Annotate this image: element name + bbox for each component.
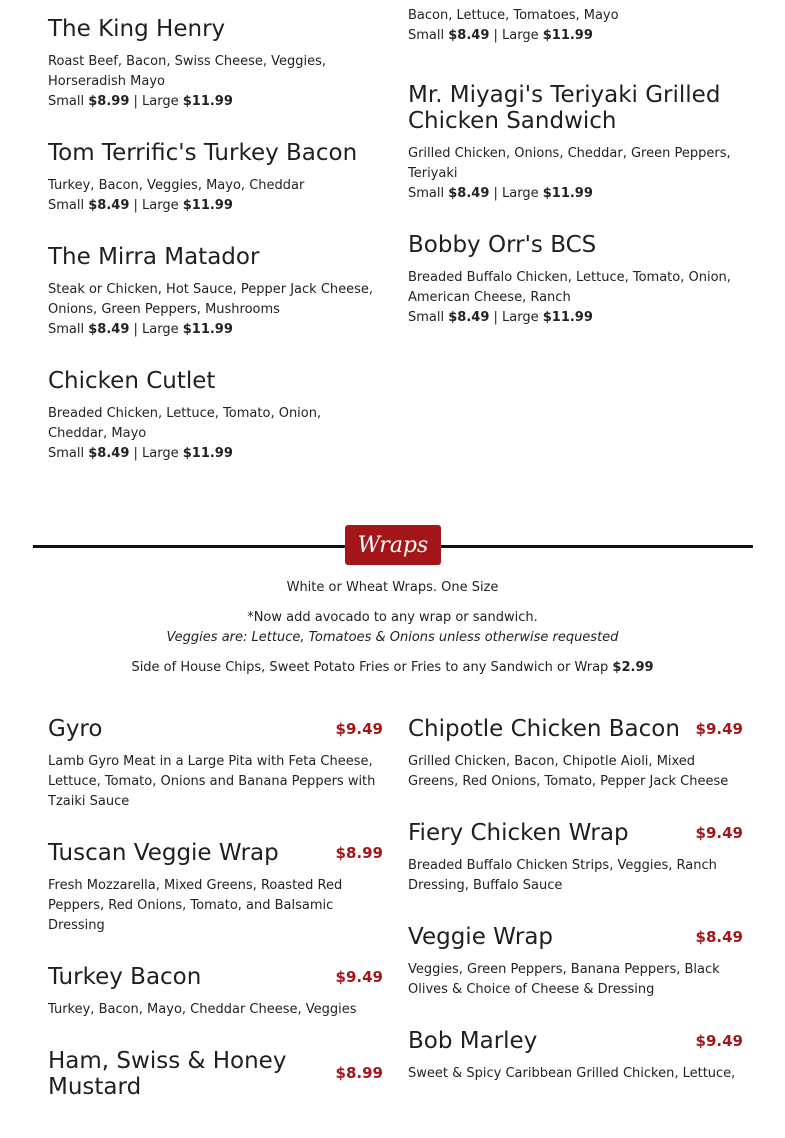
menu-item <box>48 368 383 464</box>
item-description: Breaded Buffalo Chicken, Lettuce, Tomato, Onion, American Cheese, Ranch <box>408 270 731 305</box>
item-name: Tuscan Veggie Wrap <box>48 840 279 866</box>
item-prices: Small $8.49 | Large $11.99 <box>48 322 233 337</box>
wraps-note-veggies: Veggies are: Lettuce, Tomatoes & Onions unless otherwise requested <box>166 630 619 645</box>
item-name: Fiery Chicken Wrap <box>408 820 629 846</box>
item-description: Lamb Gyro Meat in a Large Pita with Feta Cheese, Lettuce, Tomato, Onions and Banana Peppers with Tzaiki Sauce <box>48 754 376 809</box>
wrap-item <box>408 820 743 896</box>
item-prices: Small $8.49 | Large $11.99 <box>408 186 593 201</box>
wrap-item <box>48 716 383 812</box>
item-prices: Small $8.49 | Large $11.99 <box>48 198 233 213</box>
item-name: Bobby Orr's BCS <box>408 232 597 258</box>
wrap-item <box>48 840 383 936</box>
item-name: Bob Marley <box>408 1028 538 1054</box>
item-price: $9.49 <box>335 720 383 738</box>
wrap-item <box>408 924 743 1000</box>
item-description: Breaded Buffalo Chicken Strips, Veggies, Ranch Dressing, Buffalo Sauce <box>408 858 717 893</box>
item-price: $9.49 <box>695 1032 743 1050</box>
item-name: Veggie Wrap <box>408 924 554 950</box>
item-name: Ham, Swiss & Honey Mustard <box>48 1048 287 1100</box>
item-price: $9.49 <box>695 824 743 842</box>
item-name: Turkey Bacon <box>48 964 202 990</box>
item-description: Fresh Mozzarella, Mixed Greens, Roasted Red Peppers, Red Onions, Tomato, and Balsamic Dressing <box>48 878 343 933</box>
item-description: Turkey, Bacon, Mayo, Cheddar Cheese, Veggies <box>48 1002 357 1017</box>
item-description: Grilled Chicken, Onions, Cheddar, Green Peppers, Teriyaki <box>408 146 731 181</box>
wrap-item <box>408 1028 743 1084</box>
item-name: Gyro <box>48 716 103 742</box>
item-price: $8.99 <box>335 844 383 862</box>
item-price: $8.99 <box>335 1064 383 1082</box>
wraps-note-sides: Side of House Chips, Sweet Potato Fries or Fries to any Sandwich or Wrap $2.99 <box>131 660 654 675</box>
wrap-item <box>408 716 743 792</box>
wraps-column-left <box>48 716 383 1138</box>
item-name: Tom Terrific's Turkey Bacon <box>48 140 358 166</box>
menu-item <box>408 232 743 328</box>
wrap-item <box>48 964 383 1020</box>
item-description: Grilled Chicken, Bacon, Chipotle Aioli, Mixed Greens, Red Onions, Tomato, Pepper Jack Cheese <box>408 754 729 789</box>
item-price: $8.49 <box>695 928 743 946</box>
sandwich-column-right <box>408 6 743 356</box>
item-name: Mr. Miyagi's Teriyaki Grilled Chicken Sandwich <box>408 82 721 134</box>
item-price: $9.49 <box>695 720 743 738</box>
item-description: Steak or Chicken, Hot Sauce, Pepper Jack Cheese, Onions, Green Peppers, Mushrooms <box>48 282 374 317</box>
wraps-column-right <box>408 716 743 1112</box>
wraps-section-badge: Wraps <box>345 525 441 565</box>
menu-item <box>48 140 383 216</box>
item-description: Roast Beef, Bacon, Swiss Cheese, Veggies, Horseradish Mayo <box>48 54 327 89</box>
item-description: Sweet & Spicy Caribbean Grilled Chicken, Lettuce, <box>408 1066 736 1081</box>
item-description: Bacon, Lettuce, Tomatoes, Mayo <box>408 8 619 23</box>
item-prices: Small $8.49 | Large $11.99 <box>48 446 233 461</box>
item-description: Breaded Chicken, Lettuce, Tomato, Onion, Cheddar, Mayo <box>48 406 322 441</box>
wraps-note-size: White or Wheat Wraps. One Size <box>286 580 499 595</box>
sandwich-column-left <box>48 16 383 492</box>
item-name: Chipotle Chicken Bacon <box>408 716 680 742</box>
menu-item <box>48 244 383 340</box>
menu-item <box>48 16 383 112</box>
wraps-note-avocado: *Now add avocado to any wrap or sandwich. <box>247 610 538 625</box>
item-prices: Small $8.49 | Large $11.99 <box>408 28 593 43</box>
item-name: The King Henry <box>48 16 226 42</box>
item-prices: Small $8.99 | Large $11.99 <box>48 94 233 109</box>
wrap-item <box>48 1048 383 1110</box>
item-description: Veggies, Green Peppers, Banana Peppers, Black Olives & Choice of Cheese & Dressing <box>408 962 720 997</box>
item-description: Turkey, Bacon, Veggies, Mayo, Cheddar <box>48 178 305 193</box>
item-name: Chicken Cutlet <box>48 368 216 394</box>
menu-item-partial <box>408 6 743 46</box>
menu-item <box>408 82 743 204</box>
item-prices: Small $8.49 | Large $11.99 <box>408 310 593 325</box>
item-price: $9.49 <box>335 968 383 986</box>
item-name: The Mirra Matador <box>48 244 260 270</box>
